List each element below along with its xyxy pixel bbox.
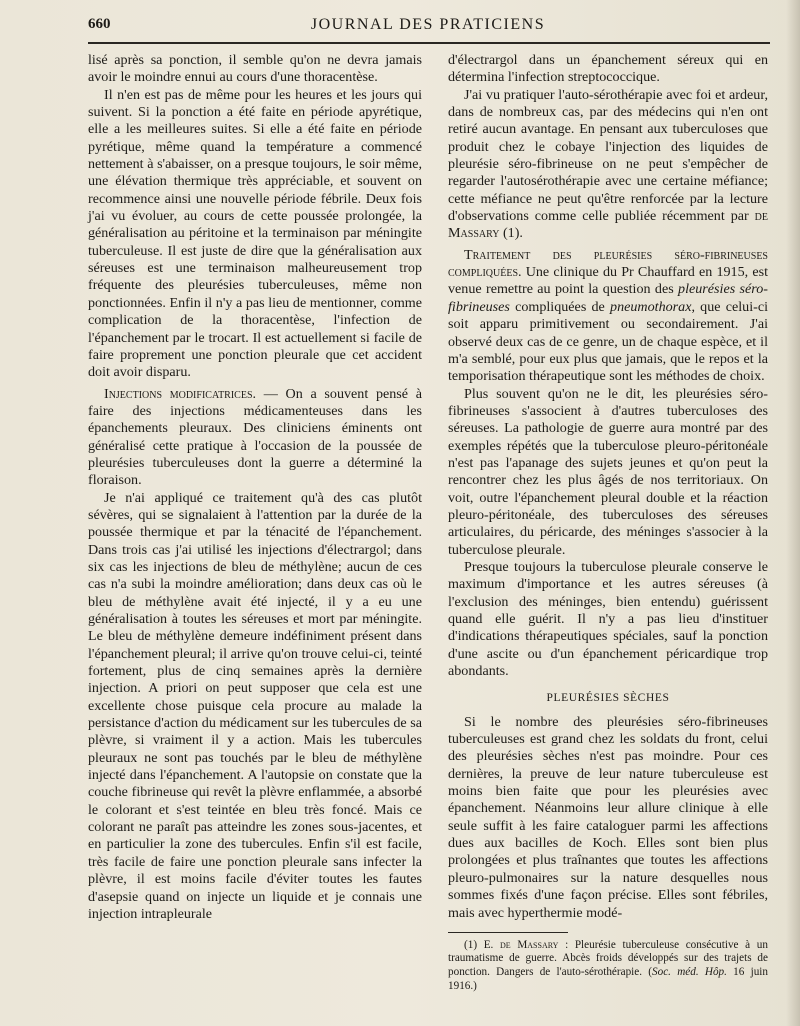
header-rule bbox=[88, 42, 770, 44]
footnote-source: Soc. méd. Hôp. bbox=[652, 966, 727, 979]
paragraph: Presque toujours la tuberculose pleurale conserve le maximum d'importance et les autres séreuses (à l'exclusion des méninges, bien entendu) guérissent quand elle guérit. Il n'y a pas lieu d'instituer d'indications thérapeutiques spéciales, sauf la ponction d'une ascite ou d'un épanchement péricardique trop abondants. bbox=[448, 558, 768, 680]
footnote-ref: (1). bbox=[499, 225, 523, 242]
paragraph-injections bbox=[88, 386, 422, 490]
footnote-text: (1) E. bbox=[464, 938, 500, 951]
footnote-rule bbox=[448, 932, 568, 933]
paragraph: Plus souvent qu'on ne le dit, les pleurésies séro-fibrineuses s'associent à d'autres tuberculoses des séreuses. La pathologie de guerre aura montré par des exemples répétés que la tuberculose pleuro-péritonéale n'est pas l'apanage des sujets jeunes et qu'on peut la rencontrer chez les plus âgés de nos territoriaux. On voit, outre l'épanchement pleural double et la réaction pleuro-péritonéale, des tuberculoses des séreuses articulaires, du péricarde, des méninges s'associer à la tuberculose pleurale. bbox=[448, 385, 768, 558]
paragraph-text: — On a souvent pensé à faire des injections médicamenteuses dans les épanchements pleuraux. Des cliniciens éminents ont généralisé cette pratique à l'occasion de la poussée de pleurésies tuberculeuses dont la guerre a déterminé la floraison. bbox=[88, 385, 422, 489]
subheading-label: Traitement des pleurésies séro-fibrineuses compliquées. bbox=[448, 246, 768, 281]
paragraph-traitement bbox=[448, 247, 768, 386]
paragraph: Il n'en est pas de même pour les heures et les jours qui suivent. Si la ponction a été faite en période apyrétique, elle a les meilleures suites. Si elle a été faite en période pyrétique, même quand la température a commencé nettement à s'abaisser, on a presque toujours, le soir même, une élévation thermique très appréciable, et souvent on recommence ainsi une nouvelle période fébrile. Deux fois j'ai vu évoluer, au cours de cette poussée prolongée, la généralisation au péritoine et la terminaison par méningite tuberculeuse. Il est juste de dire que la généralisation aux séreuses est une terminaison malheureusement trop fréquente des pleurésies tuberculeuses, même non ponctionnées. Enfin il n'y a pas lieu de mentionner, comme complication de la thoracentèse, l'infection de l'épanchement par le trocart. Il est actuellement si facile de faire proprement une ponction pleurale que cet accident doit avoir disparu. bbox=[88, 86, 422, 381]
paragraph: Je n'ai appliqué ce traitement qu'à des cas plutôt sévères, qui se signalaient à l'attention par la durée de la poussée thermique et par la ténacité de l'épanchement. Dans trois cas j'ai utilisé les injections d'électrargol; dans six cas les injections de bleu de méthylène; aucun de ces cas n'a subi la moindre amélioration; dans deux cas où le bleu de méthylène avait été injecté, il y a eu une généralisation à toutes les séreuses et mort par méningite. Le bleu de méthylène demeure indéfiniment présent dans l'épanchement pleural; il arrive qu'on trouve celui-ci, teinté fortement, plus de cinq semaines après la dernière injection. A priori on peut supposer que cela est une excellente chose puisque cela procure au malade la persistance d'action du médicament sur les tubercules de sa plèvre, si vraiment il y a action. Mais les tubercules pleuraux ne sont pas touchés par le bleu de méthylène injecté dans l'épanchement. A l'autopsie on constate que la couche fibrineuse qui revêt la plèvre enflammée, a absorbé le colorant et s'est teintée en bleu très foncé. Mais ce colorant ne paraît pas atteindre les zones sous-jacentes, et en particulier la zone des tubercules. Enfin s'il est facile, très facile de faire une ponction pleurale sans infecter la plèvre, il est moins facile d'éviter toutes les fautes d'asepsie quand on injecte un liquide et je connais une injection intrapleurale bbox=[88, 489, 422, 922]
right-column bbox=[448, 52, 768, 993]
page-fold-shadow bbox=[786, 0, 800, 1026]
page-header bbox=[88, 16, 768, 40]
footnote-text: : Pleurésie tuberculeuse consécutive à un traumatisme de guerre. Abcès froids développés sur des trajets de ponction. Dangers de l'auto-sérothérapie. ( bbox=[448, 938, 768, 979]
subheading-label: Injections modificatrices. bbox=[104, 385, 257, 402]
section-heading: PLEURÉSIES SÈCHES bbox=[546, 692, 670, 705]
italic-term: pleurésies séro-fibrineuses bbox=[448, 281, 768, 315]
paragraph: Si le nombre des pleurésies séro-fibrineuses tuberculeuses est grand chez les soldats du front, celui des pleurésies sèches n'est pas moindre. Pour ces dernières, la preuve de leur nature tuberculeuse est moins bien faite que pour les pleurésies avec épanchement. Néanmoins leur allure clinique à elle seule suffit à les faire cataloguer parmi les affections dues aux bacilles de Koch. Elles sont bien plus prolongées et plus traînantes que toutes les affections pleuro-pulmonaires sur la nature desquelles nous sommes fixés d'une façon précise. Elles sont fébriles, mais avec hyperthermie modé- bbox=[448, 713, 768, 921]
italic-term: pneumothorax bbox=[610, 298, 692, 315]
footnote-text: 16 juin 1916.) bbox=[448, 966, 768, 992]
footnote bbox=[448, 939, 768, 993]
paragraph: d'électrargol dans un épanchement séreux qui en détermina l'infection streptococcique. bbox=[448, 52, 768, 86]
paragraph: lisé après sa ponction, il semble qu'on ne devra jamais avoir le moindre ennui au cours d'une thoracentèse. bbox=[88, 52, 422, 86]
page-number: 660 bbox=[88, 16, 111, 32]
paragraph-text: J'ai vu pratiquer l'auto-sérothérapie avec foi et ardeur, dans de nombreux cas, par des médecins qui n'en ont retiré aucun avantage. En pensant aux tuberculoses que produit chez le cobaye l'injection des liquides de pleurésie séro-fibrineuse on ne peut s'empêcher de regarder l'autosérothérapie avec une certaine méfiance; cette méfiance ne peut qu'être renforcée par la lecture d'observations comme celle publiée récemment par bbox=[448, 86, 768, 225]
running-title: JOURNAL DES PRATICIENS bbox=[310, 16, 546, 33]
paragraph-autoserotherapie bbox=[448, 87, 768, 243]
author-name: de Massary bbox=[448, 208, 768, 242]
footnote-author: de Massary bbox=[500, 938, 559, 951]
paragraph-text: compliquées de bbox=[509, 298, 611, 315]
paragraph-text: Une clinique du Pr Chauffard en 1915, est venue remettre au point la question des bbox=[448, 264, 768, 298]
paragraph-text: , que celui-ci soit apparu primitivement ou secondairement. J'ai observé deux cas de ce genre, un de chaque espèce, et il m'a semblé, pour eux plus que jamais, que le repos et la temporisation thérapeutique sont les méthodes de choix. bbox=[448, 298, 768, 385]
left-column bbox=[88, 52, 422, 923]
